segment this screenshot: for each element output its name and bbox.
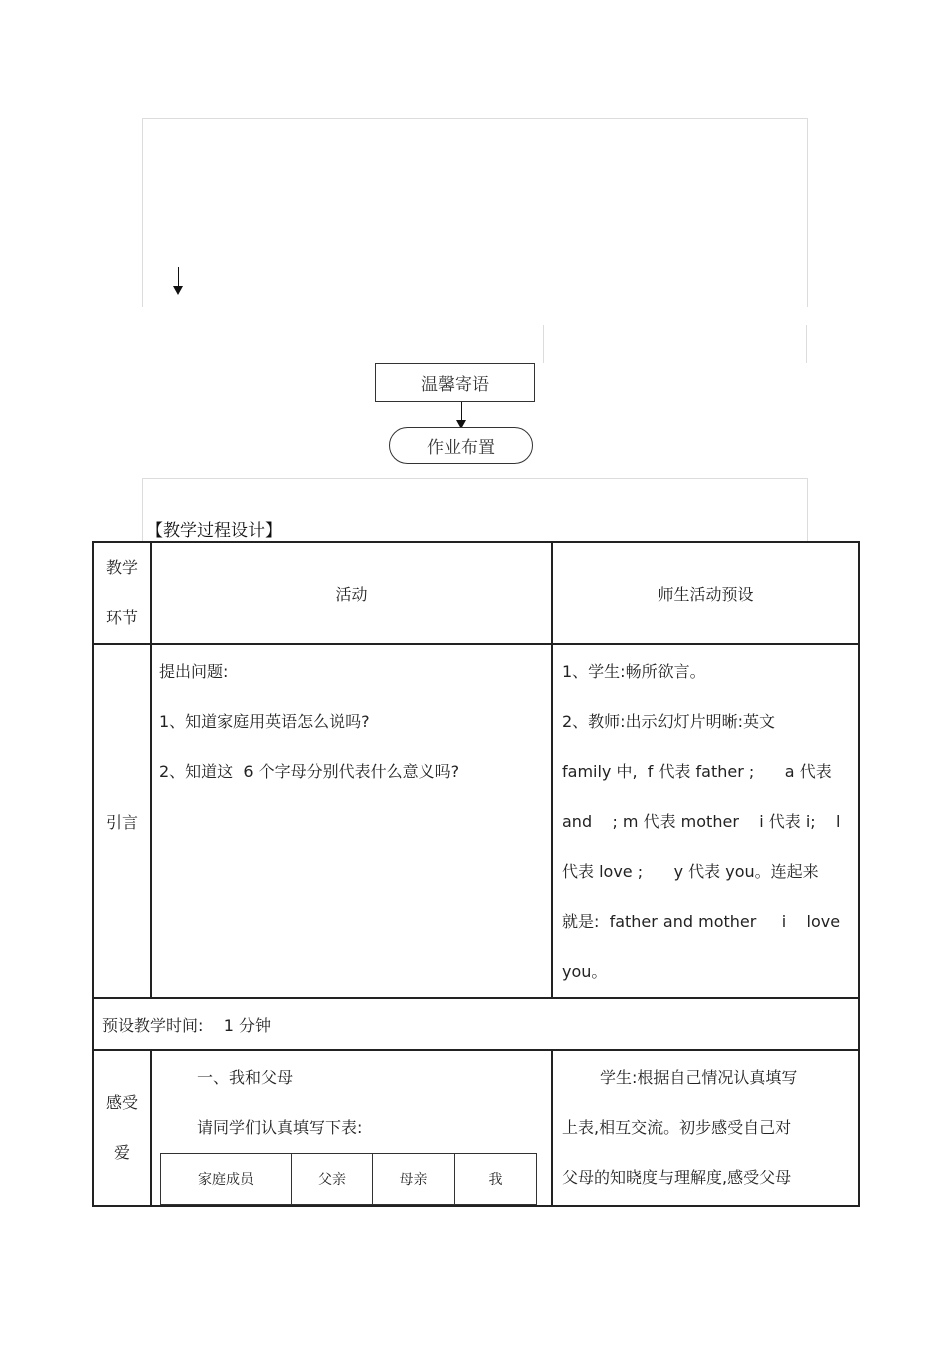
intro-activity-line: 提出问题:: [159, 662, 229, 681]
time-label: 预设教学时间: 1 分钟: [102, 1015, 272, 1035]
lesson-design-table: [92, 541, 860, 1207]
flowchart-terminal-homework: [389, 427, 533, 464]
table-row-intro: [93, 644, 859, 998]
intro-preset-line: 代表 love ; y 代表 you。连起来: [562, 862, 819, 881]
family-header-cell: 父亲: [292, 1154, 373, 1205]
family-header-cell: 我: [455, 1154, 537, 1205]
flow-arrow-middle: [461, 402, 462, 422]
intro-preset-line: 1、学生:畅所欲言。: [562, 662, 706, 681]
feel-activity-title: 一、我和父母: [197, 1068, 294, 1087]
frame-divider: [543, 325, 544, 363]
flow-arrow-top-head: [173, 286, 183, 295]
flow-arrow-top: [178, 267, 179, 287]
feel-activity-instruction: 请同学们认真填写下表:: [197, 1118, 363, 1137]
time-cell: [93, 998, 859, 1050]
family-table-header-row: [161, 1154, 537, 1205]
intro-preset-line: family 中, f 代表 father ; a 代表: [562, 762, 832, 781]
header-preset-label: 师生活动预设: [657, 584, 754, 604]
intro-activity-line: 2、知道这 6 个字母分别代表什么意义吗?: [159, 762, 460, 781]
header-stage-line2: 环节: [105, 608, 138, 627]
family-header-cell: 母亲: [373, 1154, 455, 1205]
feel-stage-line2: 爱: [113, 1143, 130, 1162]
row-intro-activity: [151, 644, 552, 998]
flowchart-terminal-label: 作业布置: [427, 438, 495, 458]
row-feel-stage: [93, 1050, 151, 1206]
family-members-table: [160, 1153, 537, 1205]
table-header-row: [93, 542, 859, 644]
feel-stage-line1: 感受: [105, 1093, 138, 1112]
table-row-feel-love: [93, 1050, 859, 1206]
intro-preset-line: 2、教师:出示幻灯片明晰:英文: [562, 712, 775, 731]
row-intro-preset: [552, 644, 859, 998]
row-feel-preset: [552, 1050, 859, 1206]
intro-preset-line: you。: [562, 962, 608, 981]
section-heading: 【教学过程设计】: [146, 521, 282, 541]
row-intro-stage: [93, 644, 151, 998]
intro-preset-line: 就是: father and mother i love: [562, 912, 841, 931]
feel-preset-line: 上表,相互交流。初步感受自己对: [562, 1118, 792, 1137]
table-row-time: [93, 998, 859, 1050]
intro-activity-line: 1、知道家庭用英语怎么说吗?: [159, 712, 370, 731]
header-activity: [151, 542, 552, 644]
top-frame: [142, 118, 808, 307]
family-header-cell: 家庭成员: [161, 1154, 292, 1205]
feel-preset-line: 父母的知晓度与理解度,感受父母: [562, 1168, 792, 1187]
header-stage: [93, 542, 151, 644]
header-stage-line1: 教学: [105, 558, 138, 577]
flowchart-box-warm-message: [375, 363, 535, 402]
intro-preset-line: and ; m 代表 mother i 代表 i; l: [562, 812, 841, 831]
row-feel-activity: [151, 1050, 552, 1206]
header-preset: [552, 542, 859, 644]
flowchart-box-label: 温馨寄语: [421, 375, 489, 395]
feel-preset-line: 学生:根据自己情况认真填写: [600, 1068, 798, 1087]
header-activity-label: 活动: [335, 584, 368, 604]
row-intro-stage-label: 引言: [105, 812, 138, 832]
frame-right-edge: [806, 325, 807, 363]
